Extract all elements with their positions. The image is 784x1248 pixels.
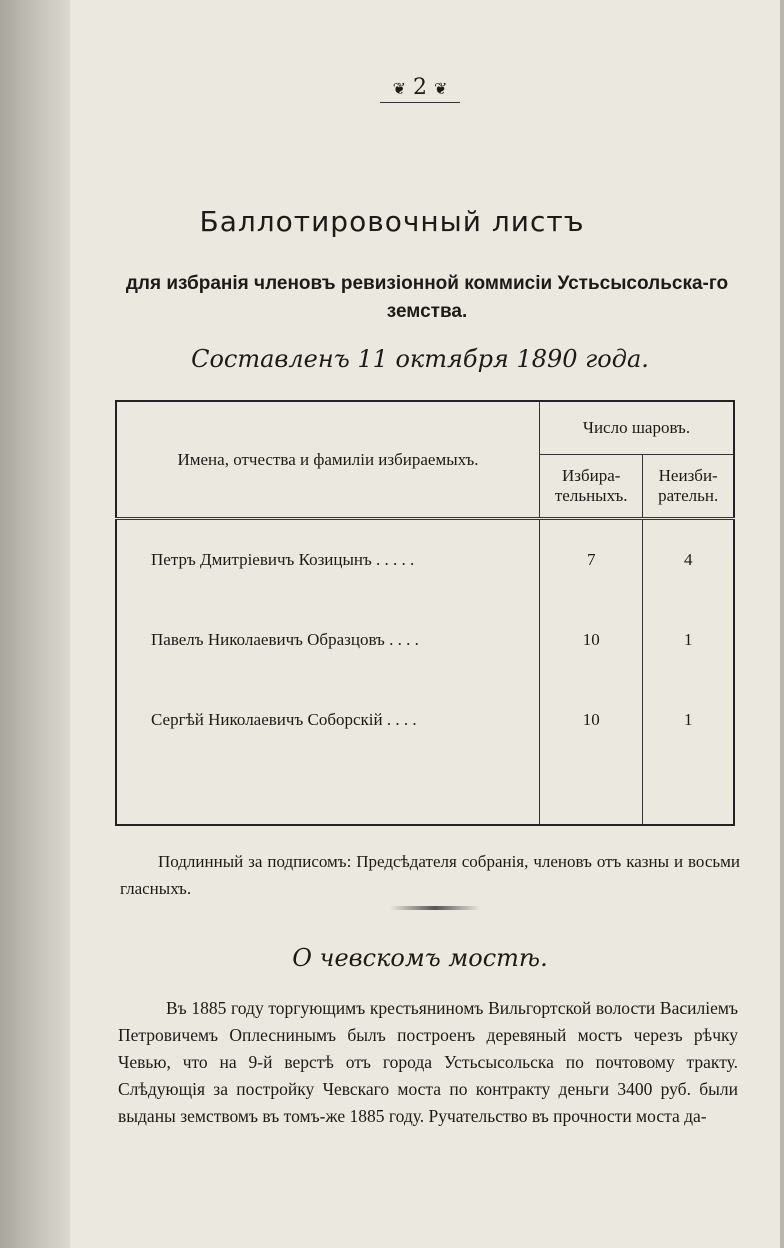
section-divider (390, 906, 480, 910)
votes-against: 1 (683, 629, 693, 649)
ornament-left-icon: ❦ (392, 79, 406, 98)
table-filler-row (116, 760, 734, 825)
ball-count-header: Число шаровъ. (540, 401, 735, 454)
page-number-value: 2 (413, 75, 427, 100)
votes-for: 10 (540, 680, 643, 760)
document-title: Баллотировочный листъ (199, 205, 585, 238)
candidate-name: Павелъ Николаевичъ Образцовъ . . . . (116, 600, 540, 680)
table-row (116, 680, 734, 760)
table-row (116, 519, 734, 600)
names-header: Имена, отчества и фамиліи избираемыхъ. (116, 401, 540, 519)
empty-cell (643, 760, 734, 825)
page-number (380, 75, 460, 103)
not-elected-header: Неизби-рательн. (643, 454, 734, 518)
empty-cell (540, 760, 643, 825)
candidate-name: Петръ Дмитріевичъ Козицынъ . . . . . (116, 519, 540, 600)
page-gutter (0, 0, 70, 1248)
votes-for: 7 (540, 519, 643, 600)
signature-note: Подлинный за подписомъ: Предсѣдателя собранія, членовъ отъ казны и восьми гласныхъ. (120, 852, 740, 898)
body-paragraph: Въ 1885 году торгующимъ крестьяниномъ Вильгортской волости Василіемъ Петровичемъ Оплеснинымъ былъ построенъ деревяный мостъ черезъ рѣчку Чевью, что на 9-й верстѣ отъ города Устьсысольска по почтовому тракту. Слѣдующія за постройку Чевскаго моста по контракту деньги 3400 руб. были выданы земствомъ въ томъ-же 1885 году. Ручательство въ прочности моста да- (118, 998, 738, 1126)
document-subtitle: для избранія членовъ ревизіонной коммисіи Устьсысольска-го земства. (125, 273, 729, 322)
section-title: О чевскомъ мостѣ. (292, 944, 548, 972)
votes-for: 10 (540, 600, 643, 680)
compiled-date: Составленъ 11 октября 1890 года. (191, 345, 649, 373)
table-header-row (116, 401, 734, 454)
elected-header: Избира-тельныхъ. (540, 454, 643, 518)
votes-against: 4 (683, 550, 693, 570)
votes-against: 1 (683, 709, 693, 729)
empty-cell (116, 760, 540, 825)
ballot-table (115, 400, 735, 826)
candidate-name: Сергѣй Николаевичъ Соборскій . . . . (116, 680, 540, 760)
table-row (116, 600, 734, 680)
ornament-right-icon: ❦ (434, 79, 448, 98)
